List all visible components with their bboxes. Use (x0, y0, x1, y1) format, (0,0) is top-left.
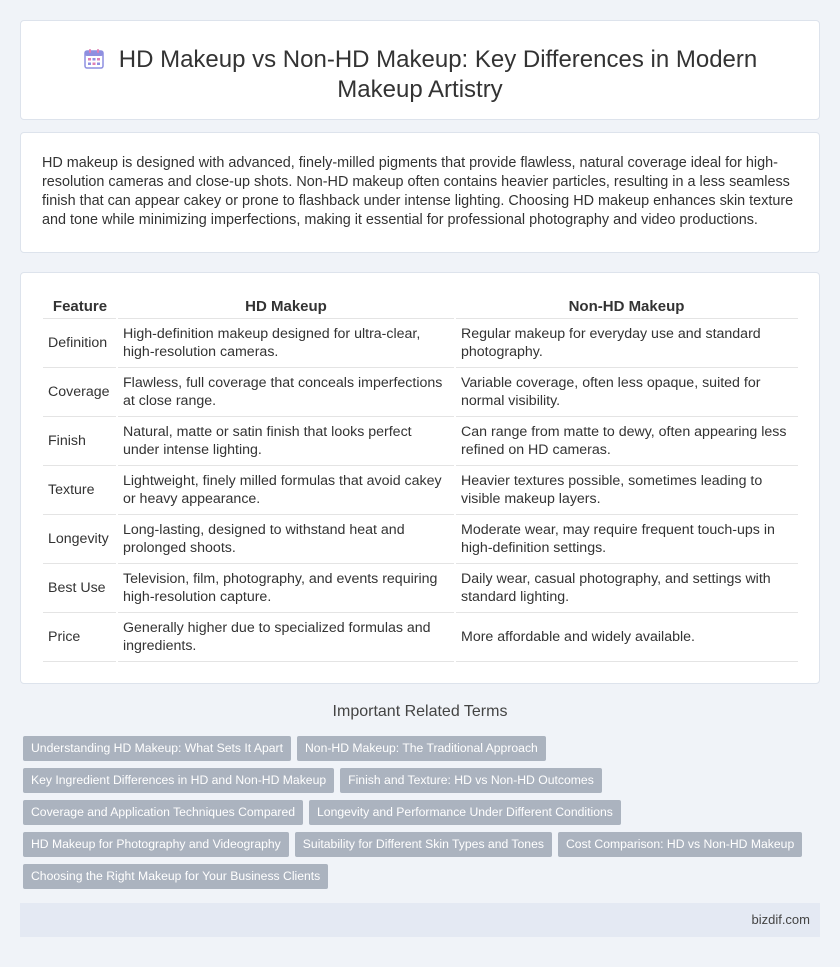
related-term-tag[interactable]: Non-HD Makeup: The Traditional Approach (297, 736, 546, 761)
related-term-tag[interactable]: Longevity and Performance Under Different Conditions (309, 800, 621, 825)
footer (20, 903, 820, 937)
non-hd-cell: Variable coverage, often less opaque, suited for normal visibility. (455, 367, 798, 416)
header-card (20, 20, 820, 120)
hd-cell: Generally higher due to specialized formulas and ingredients. (117, 612, 455, 661)
related-terms-title: Important Related Terms (332, 703, 508, 720)
related-term-tag[interactable]: HD Makeup for Photography and Videography (23, 832, 289, 857)
non-hd-cell: Daily wear, casual photography, and settings with standard lighting. (455, 563, 798, 612)
header-non-hd-makeup: Non-HD Makeup (455, 296, 798, 318)
feature-cell: Coverage (43, 367, 117, 416)
tag-row (23, 864, 813, 896)
non-hd-cell: Heavier textures possible, sometimes leading to visible makeup layers. (455, 465, 798, 514)
feature-cell: Price (43, 612, 117, 661)
hd-cell: Long-lasting, designed to withstand heat and prolonged shoots. (117, 514, 455, 563)
comparison-card (20, 272, 820, 684)
intro-card (20, 132, 820, 253)
intro-paragraph: HD makeup is designed with advanced, finely-milled pigments that provide flawless, natural coverage ideal for high-resolution cameras and close-up shots. Non-HD makeup often contains heavier particles, resulting in a less seamless finish that can appear cakey or prone to flashback under intense lighting. Choosing HD makeup enhances skin texture and tone while minimizing imperfections, making it essential for professional photography and video productions. (42, 155, 794, 228)
table-header-row (43, 296, 798, 318)
feature-cell: Texture (43, 465, 117, 514)
related-term-tag[interactable]: Key Ingredient Differences in HD and Non-HD Makeup (23, 768, 334, 793)
non-hd-cell: Can range from matte to dewy, often appearing less refined on HD cameras. (455, 416, 798, 465)
table-row (43, 318, 798, 367)
related-terms-tags (23, 736, 813, 896)
hd-cell: High-definition makeup designed for ultra-clear, high-resolution cameras. (117, 318, 455, 367)
table-row (43, 514, 798, 563)
comparison-table (43, 296, 798, 662)
table-row (43, 465, 798, 514)
feature-cell: Longevity (43, 514, 117, 563)
table-row (43, 563, 798, 612)
related-term-tag[interactable]: Finish and Texture: HD vs Non-HD Outcomes (340, 768, 602, 793)
tag-row (23, 832, 813, 864)
non-hd-cell: More affordable and widely available. (455, 612, 798, 661)
non-hd-cell: Regular makeup for everyday use and standard photography. (455, 318, 798, 367)
header-feature: Feature (43, 296, 117, 318)
related-term-tag[interactable]: Understanding HD Makeup: What Sets It Apart (23, 736, 291, 761)
related-term-tag[interactable]: Coverage and Application Techniques Compared (23, 800, 303, 825)
related-term-tag[interactable]: Choosing the Right Makeup for Your Business Clients (23, 864, 328, 889)
tag-row (23, 736, 813, 768)
related-term-tag[interactable]: Suitability for Different Skin Types and Tones (295, 832, 552, 857)
feature-cell: Best Use (43, 563, 117, 612)
hd-cell: Natural, matte or satin finish that looks perfect under intense lighting. (117, 416, 455, 465)
non-hd-cell: Moderate wear, may require frequent touch-ups in high-definition settings. (455, 514, 798, 563)
header-hd-makeup: HD Makeup (117, 296, 455, 318)
related-term-tag[interactable]: Cost Comparison: HD vs Non-HD Makeup (558, 832, 802, 857)
tag-row (23, 768, 813, 800)
table-row (43, 367, 798, 416)
calendar-icon (83, 48, 105, 70)
table-row (43, 416, 798, 465)
hd-cell: Flawless, full coverage that conceals imperfections at close range. (117, 367, 455, 416)
page-title: HD Makeup vs Non-HD Makeup: Key Differences in Modern Makeup Artistry (118, 46, 758, 103)
hd-cell: Television, film, photography, and events requiring high-resolution capture. (117, 563, 455, 612)
page-title-row (21, 45, 819, 105)
hd-cell: Lightweight, finely milled formulas that avoid cakey or heavy appearance. (117, 465, 455, 514)
feature-cell: Finish (43, 416, 117, 465)
table-row (43, 612, 798, 661)
tag-row (23, 800, 813, 832)
feature-cell: Definition (43, 318, 117, 367)
footer-site-link[interactable]: bizdif.com (751, 912, 810, 927)
